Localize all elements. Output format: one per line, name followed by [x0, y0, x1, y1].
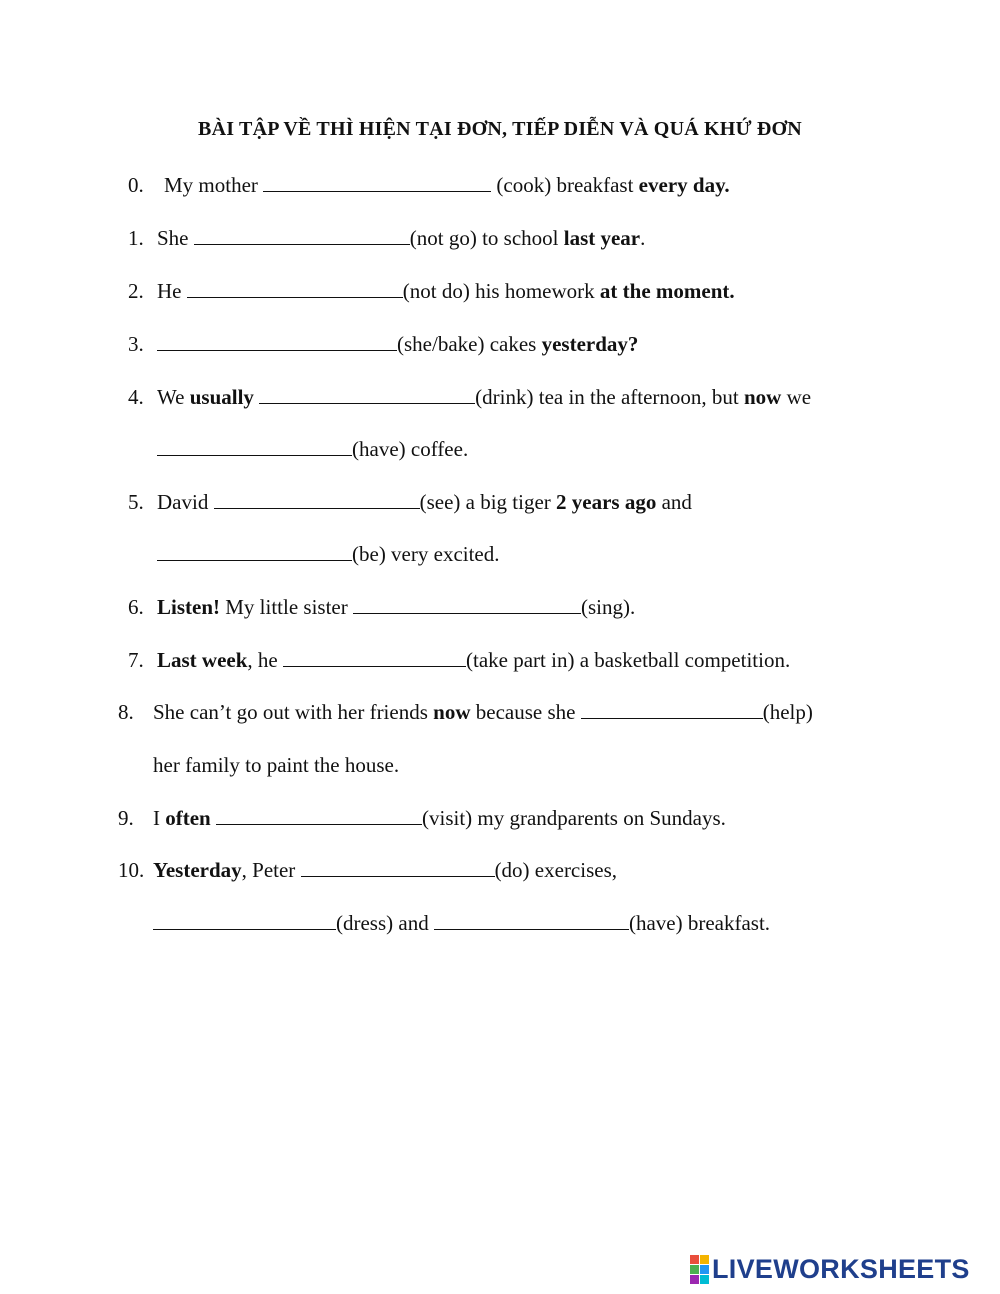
sentence-text: (visit) my grandparents on Sundays.	[422, 806, 726, 830]
answer-blank[interactable]	[283, 648, 466, 667]
exercise-text	[157, 278, 735, 304]
answer-blank[interactable]	[153, 911, 336, 930]
logo-square	[690, 1255, 699, 1264]
sentence-text: (not go) to school	[409, 226, 564, 250]
sentence-text: (not do) his homework	[402, 279, 600, 303]
exercise-number: 5.	[128, 490, 144, 514]
exercise-number: 4.	[128, 385, 144, 409]
exercise-line	[0, 910, 1000, 936]
sentence-text: I	[153, 806, 166, 830]
exercise-number: 10.	[118, 858, 145, 882]
answer-blank[interactable]	[214, 490, 420, 509]
exercise-number: 1.	[128, 226, 144, 250]
sentence-text: (cook) breakfast	[491, 173, 639, 197]
sentence-text: and	[656, 490, 692, 514]
answer-blank[interactable]	[581, 700, 763, 719]
sentence-text: (she/bake) cakes	[397, 332, 542, 356]
keyword-bold: at the moment.	[599, 279, 735, 303]
exercise-text	[157, 331, 638, 357]
sentence-text: (do) exercises,	[494, 858, 618, 882]
exercise-number: 9.	[118, 806, 134, 830]
logo-square	[700, 1265, 709, 1274]
exercise-text	[153, 752, 399, 778]
exercise-number: 0.	[128, 173, 144, 197]
answer-blank[interactable]	[194, 226, 410, 245]
sentence-text: We	[157, 385, 190, 409]
answer-blank[interactable]	[353, 595, 581, 614]
keyword-bold: Last week	[157, 648, 248, 672]
sentence-text: her family to paint the house.	[153, 753, 400, 777]
exercise-text	[153, 805, 726, 831]
keyword-bold: now	[433, 700, 471, 724]
sentence-text: She can’t go out with her friends	[153, 700, 434, 724]
exercise-text	[164, 172, 730, 198]
sentence-text: (see) a big tiger	[419, 490, 557, 514]
keyword-bold: often	[165, 806, 211, 830]
answer-blank[interactable]	[157, 542, 352, 561]
exercise-line	[0, 857, 1000, 883]
sentence-text: .	[640, 226, 646, 250]
answer-blank[interactable]	[434, 911, 629, 930]
sentence-text: (sing).	[581, 595, 636, 619]
sentence-text: (dress) and	[336, 911, 434, 935]
exercise-line	[0, 752, 1000, 778]
exercise-number: 3.	[128, 332, 144, 356]
sentence-text: (have) coffee.	[352, 437, 469, 461]
exercise-number: 7.	[128, 648, 144, 672]
exercise-text	[153, 857, 617, 883]
logo-square	[690, 1275, 699, 1284]
exercise-text	[153, 699, 813, 725]
sentence-text: , Peter	[241, 858, 301, 882]
exercise-line	[0, 172, 1000, 198]
exercise-text	[157, 594, 635, 620]
keyword-bold: usually	[189, 385, 254, 409]
keyword-bold: 2 years ago	[556, 490, 657, 514]
liveworksheets-brand[interactable]	[690, 1252, 970, 1286]
exercise-line	[0, 805, 1000, 831]
exercise-line	[0, 489, 1000, 515]
exercise-line	[0, 331, 1000, 357]
exercise-line	[0, 699, 1000, 725]
exercise-text	[157, 489, 692, 515]
keyword-bold: now	[744, 385, 782, 409]
sentence-text: (help)	[762, 700, 813, 724]
answer-blank[interactable]	[301, 858, 495, 877]
keyword-bold: Listen!	[157, 595, 220, 619]
liveworksheets-logo-icon	[690, 1255, 709, 1284]
sentence-text: because she	[470, 700, 581, 724]
exercise-text	[157, 436, 468, 462]
sentence-text: She	[157, 226, 194, 250]
page-title: BÀI TẬP VỀ THÌ HIỆN TẠI ĐƠN, TIẾP DIỄN VÀ QUÁ KHỨ ĐƠN	[198, 118, 802, 140]
sentence-text: , he	[247, 648, 283, 672]
sentence-text: My little sister	[220, 595, 353, 619]
exercise-line	[0, 541, 1000, 567]
exercise-line	[0, 436, 1000, 462]
exercise-line	[0, 594, 1000, 620]
exercise-line	[0, 384, 1000, 410]
exercise-text	[157, 541, 500, 567]
answer-blank[interactable]	[263, 173, 491, 192]
sentence-text: (have) breakfast.	[628, 911, 771, 935]
sentence-text: My mother	[164, 173, 264, 197]
exercise-line	[0, 278, 1000, 304]
sentence-text: He	[157, 279, 187, 303]
exercise-text	[157, 225, 645, 251]
keyword-bold: last year	[563, 226, 641, 250]
exercise-number: 8.	[118, 700, 134, 724]
answer-blank[interactable]	[157, 437, 352, 456]
answer-blank[interactable]	[216, 806, 422, 825]
sentence-text: (drink) tea in the afternoon, but	[475, 385, 744, 409]
sentence-text: (be) very excited.	[352, 542, 500, 566]
keyword-bold: every day.	[638, 173, 730, 197]
exercise-text	[157, 647, 790, 673]
logo-square	[690, 1265, 699, 1274]
sentence-text: (take part in) a basketball competition.	[466, 648, 791, 672]
keyword-bold: Yesterday	[153, 858, 242, 882]
brand-text: LIVEWORKSHEETS	[712, 1253, 970, 1284]
exercise-text	[157, 384, 811, 410]
exercise-line	[0, 225, 1000, 251]
exercise-number: 6.	[128, 595, 144, 619]
logo-square	[700, 1255, 709, 1264]
answer-blank[interactable]	[187, 279, 403, 298]
exercise-line	[0, 647, 1000, 673]
keyword-bold: yesterday?	[541, 332, 639, 356]
answer-blank[interactable]	[157, 332, 397, 351]
logo-square	[700, 1275, 709, 1284]
exercise-text	[153, 910, 770, 936]
exercise-number: 2.	[128, 279, 144, 303]
answer-blank[interactable]	[259, 385, 475, 404]
sentence-text: we	[781, 385, 812, 409]
sentence-text: David	[157, 490, 214, 514]
